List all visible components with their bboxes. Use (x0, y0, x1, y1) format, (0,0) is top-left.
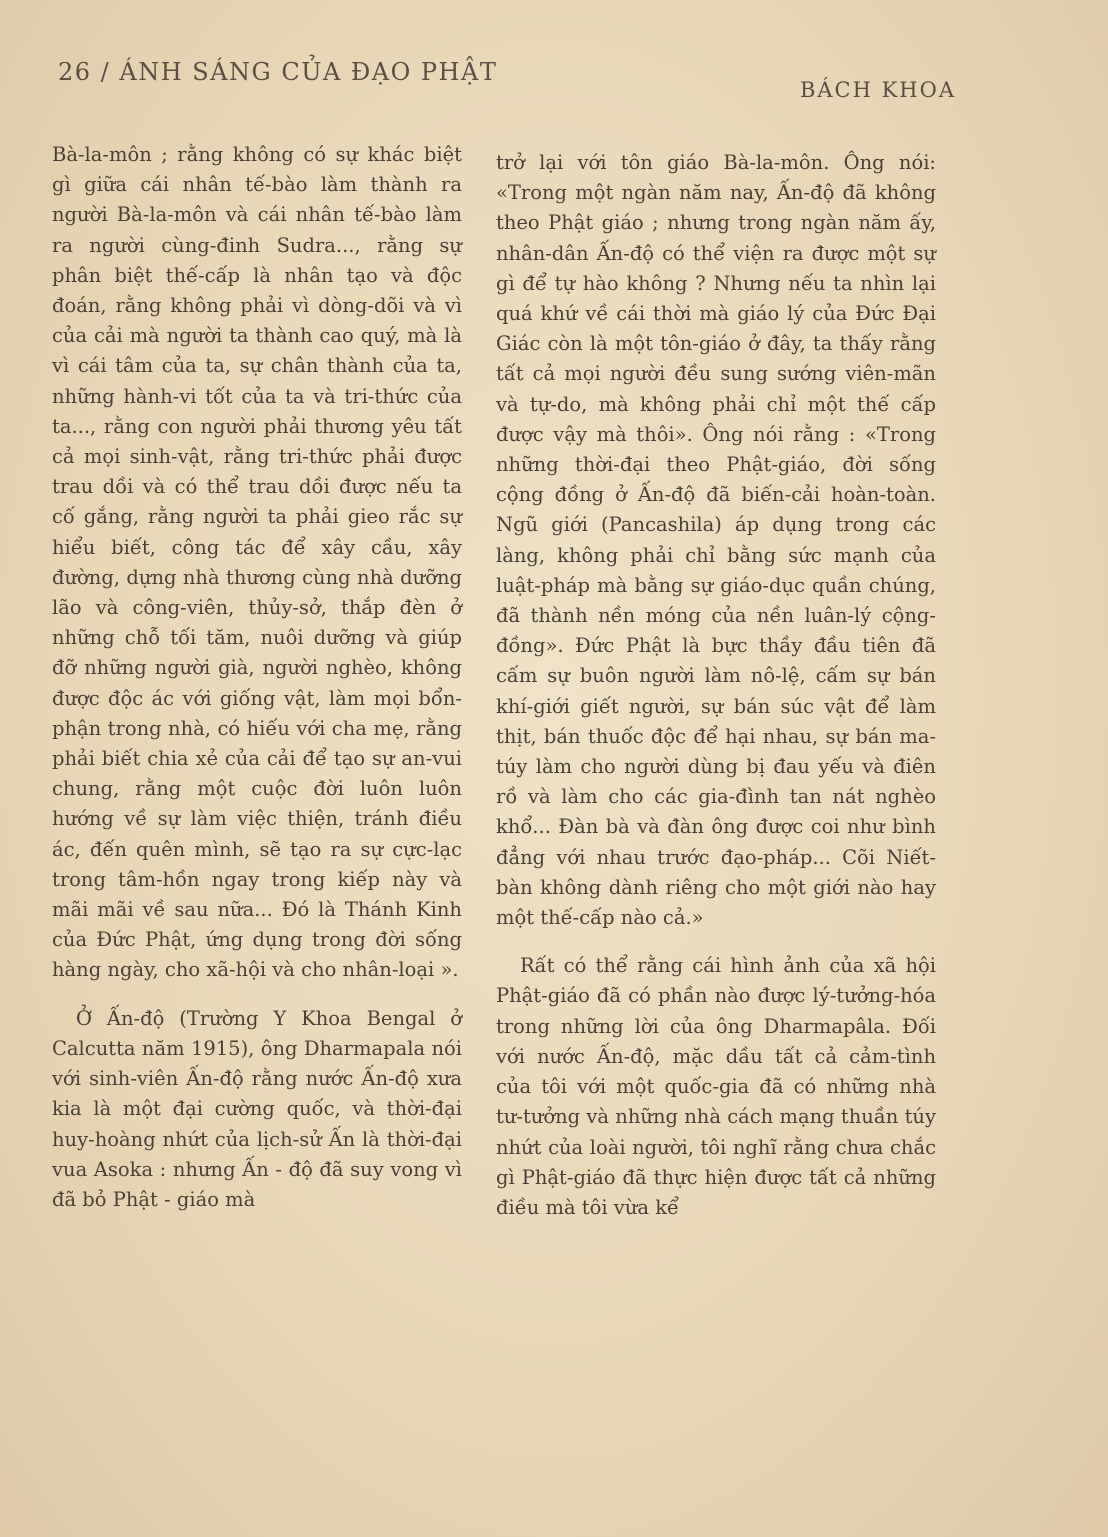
running-header-publication: BÁCH KHOA (799, 78, 956, 102)
text-column-right (496, 148, 936, 1223)
paragraph: trở lại với tôn giáo Bà-la-môn. Ông nói: «Trong một ngàn năm nay, Ấn-độ đã không theo Phật giáo ; nhưng trong ngàn năm ấy, nhân-dân Ấn-độ có thể viện ra được một sự gì để tự hào không ? Nhưng nếu ta nhìn lại quá khứ về cái thời mà giáo lý của Đức Đại Giác còn là một tôn-giáo ở đây, ta thấy rằng tất cả mọi người đều sung sướng viên-mãn và tự-do, mà không phải chỉ một thế cấp được vậy mà thôi». Ông nói rằng : «Trong những thời-đại theo Phật-giáo, đời sống cộng đồng ở Ấn-độ đã biến-cải hoàn-toàn. Ngũ giới (Pancashila) áp dụng trong các làng, không phải chỉ bằng sức mạnh của luật-pháp mà bằng sự giáo-dục quần chúng, đã thành nền móng của nền luân-lý cộng-đồng». Đức Phật là bực thầy đầu tiên đã cấm sự buôn người làm nô-lệ, cấm sự bán khí-giới giết người, sự bán súc vật để làm thịt, bán thuốc độc để hại nhau, sự bán ma-túy làm cho người dùng bị đau yếu và điên rồ và làm cho các gia-đình tan nát nghèo khổ... Đàn bà và đàn ông được coi như bình đẳng với nhau trước đạo-pháp... Cõi Niết-bàn không dành riêng cho một giới nào hay một thế-cấp nào cả.» (496, 151, 936, 930)
paragraph: Rất có thể rằng cái hình ảnh của xã hội Phật-giáo đã có phần nào được lý-tưởng-hóa trong những lời của ông Dharmapâla. Đối với nước Ấn-độ, mặc dầu tất cả cảm-tình của tôi với một quốc-gia đã có những nhà tư-tưởng và những nhà cách mạng thuần túy nhứt của loài người, tôi nghĩ rằng chưa chắc gì Phật-giáo đã thực hiện được tất cả những điều mà tôi vừa kể (496, 954, 936, 1219)
paragraph: Ở Ấn-độ (Trường Y Khoa Bengal ở Calcutta năm 1915), ông Dharmapala nói với sinh-viên Ấn-độ rằng nước Ấn-độ xưa kia là một đại cường quốc, và thời-đại huy-hoàng nhứt của lịch-sử Ấn là thời-đại vua Asoka : nhưng Ấn - độ đã suy vong vì đã bỏ Phật - giáo mà (52, 1006, 462, 1211)
paragraph: Bà-la-môn ; rằng không có sự khác biệt gì giữa cái nhân tế-bào làm thành ra người Bà-la-môn và cái nhân tế-bào làm ra người cùng-đinh Sudra..., rằng sự phân biệt thế-cấp là nhân tạo và độc đoán, rằng không phải vì dòng-dõi và vì của cải mà người ta thành cao quý, mà là vì cái tâm của ta, sự chân thành của ta, những hành-vi tốt của ta và tri-thức của ta..., rằng con người phải thương yêu tất cả mọi sinh-vật, rằng tri-thức phải được trau dồi và có thể trau dồi được nếu ta cố gắng, rằng người ta phải gieo rắc sự hiểu biết, công tác để xây cầu, xây đường, dựng nhà thương cùng nhà dưỡng lão và công-viên, thủy-sở, thắp đèn ở những chỗ tối tăm, nuôi dưỡng và giúp đỡ những người già, người nghèo, không được độc ác với giống vật, làm mọi bổn-phận trong nhà, có hiếu với cha mẹ, rằng phải biết chia xẻ của cải để tạo sự an-vui chung, rằng một cuộc đời luôn luôn hướng về sự làm việc thiện, tránh điều ác, đến quên mình, sẽ tạo ra sự cực-lạc trong tâm-hồn ngay trong kiếp này và mãi mãi về sau nữa... Đó là Thánh Kinh của Đức Phật, ứng dụng trong đời sống hàng ngày, cho xã-hội và cho nhân-loại ». (52, 143, 462, 982)
running-header-title: 26 / ÁNH SÁNG CỦA ĐẠO PHẬT (58, 58, 498, 86)
text-column-left (52, 140, 462, 1215)
